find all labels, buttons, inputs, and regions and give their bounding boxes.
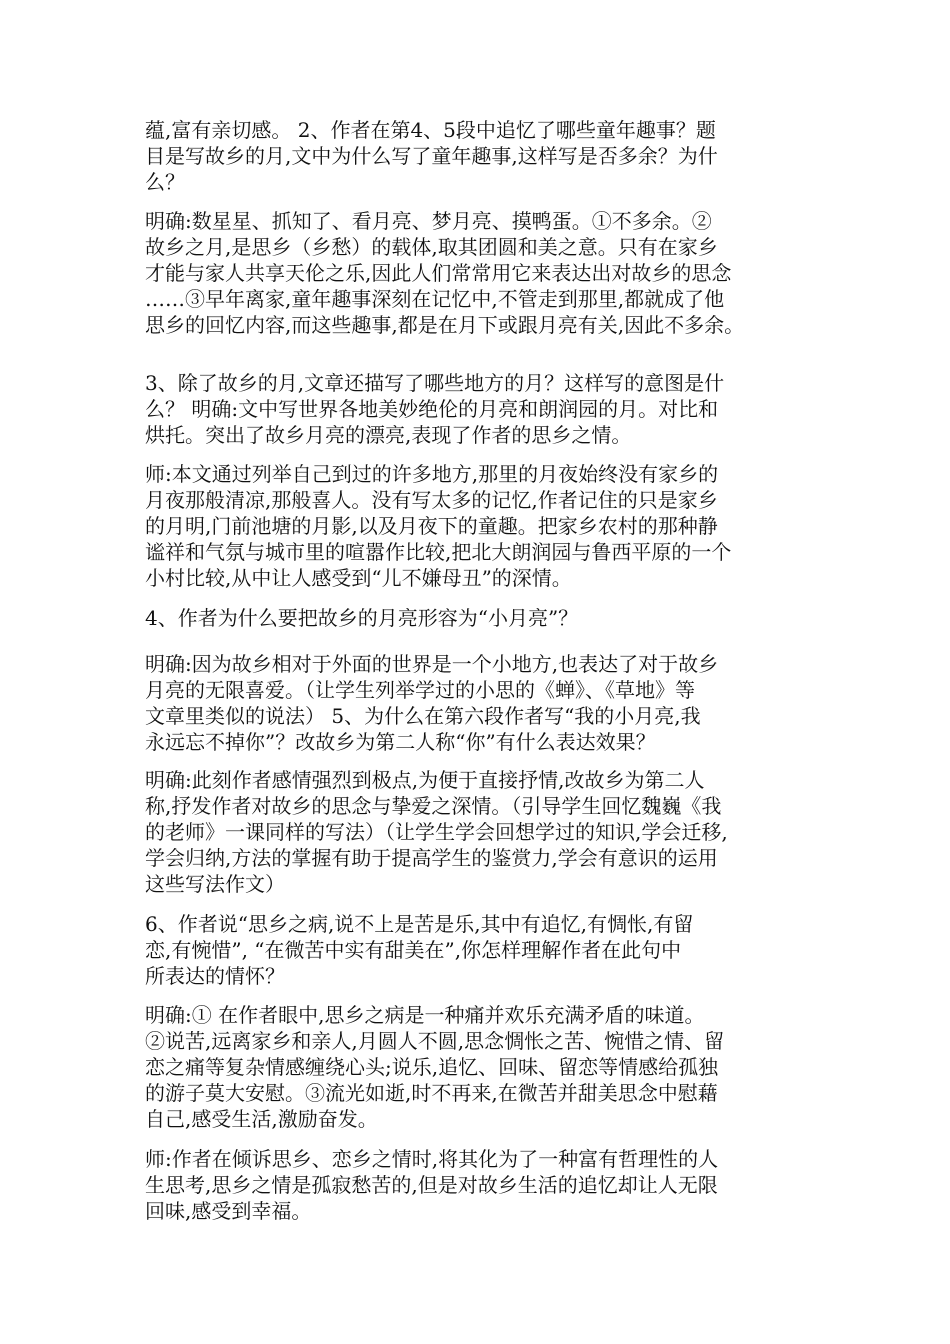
paragraph-answer-4 bbox=[145, 651, 825, 755]
paragraph-teacher-note-1 bbox=[145, 461, 825, 591]
text-line: 么？ 明确:文中写世界各地美妙绝伦的月亮和朗润园的月。对比和 bbox=[145, 397, 719, 421]
paragraph-answer-5 bbox=[145, 767, 825, 897]
text-line: 明确:因为故乡相对于外面的世界是一个小地方,也表达了对于故乡 bbox=[145, 652, 719, 676]
text-line: 的老师》一课同样的写法）（让学生学会回想学过的知识,学会迁移, bbox=[145, 820, 728, 844]
paragraph-question-4 bbox=[145, 605, 825, 631]
text-line: 4、作者为什么要把故乡的月亮形容为“小月亮”？ bbox=[145, 606, 579, 630]
text-line: 永远忘不掉你”？改故乡为第二人称“你”有什么表达效果？ bbox=[145, 730, 656, 754]
text-line: 思乡的回忆内容,而这些趣事,都是在月下或跟月亮有关,因此不多余。 bbox=[145, 313, 745, 337]
text-line: 蕴,富有亲切感。 2、作者在第4、5段中追忆了哪些童年趣事？题 bbox=[145, 118, 716, 142]
text-line: 明确:数星星、抓知了、看月亮、梦月亮、摸鸭蛋。①不多余。② bbox=[145, 209, 712, 233]
text-line: 的月明,门前池塘的月影,以及月夜下的童趣。把家乡农村的那种静 bbox=[145, 514, 718, 538]
paragraph-answer-6 bbox=[145, 1002, 825, 1132]
text-line: 才能与家人共享天伦之乐,因此人们常常用它来表达出对故乡的思念 bbox=[145, 261, 732, 285]
text-line: 生思考,思乡之情是孤寂愁苦的,但是对故乡生活的追忆却让人无限 bbox=[145, 1173, 718, 1197]
text-line: 明确:① 在作者眼中,思乡之病是一种痛并欢乐充满矛盾的味道。 bbox=[145, 1003, 705, 1027]
text-line: 文章里类似的说法） 5、为什么在第六段作者写“我的小月亮,我 bbox=[145, 704, 701, 728]
text-line: 么？ bbox=[145, 170, 185, 194]
text-line: 目是写故乡的月,文中为什么写了童年趣事,这样写是否多余？为什 bbox=[145, 144, 718, 168]
text-line: 自己,感受生活,激励奋发。 bbox=[145, 1107, 378, 1131]
text-line: 明确:此刻作者感情强烈到极点,为便于直接抒情,改故乡为第二人 bbox=[145, 768, 705, 792]
text-line: 小村比较,从中让人感受到“儿不嫌母丑”的深情。 bbox=[145, 566, 572, 590]
paragraph-question-2 bbox=[145, 117, 825, 195]
text-line: 故乡之月,是思乡（乡愁）的载体,取其团圆和美之意。只有在家乡 bbox=[145, 235, 718, 259]
text-line: 6、作者说“思乡之病,说不上是苦是乐,其中有追忆,有惆怅,有留 bbox=[145, 912, 694, 936]
text-line: 回味,感受到幸福。 bbox=[145, 1199, 312, 1223]
paragraph-answer-2 bbox=[145, 208, 825, 338]
text-line: 月亮的无限喜爱。（让学生列举学过的小思的《蝉》、《草地》等 bbox=[145, 678, 695, 702]
paragraph-teacher-note-2 bbox=[145, 1146, 825, 1224]
text-line: 师:作者在倾诉思乡、恋乡之情时,将其化为了一种富有哲理性的人 bbox=[145, 1147, 719, 1171]
text-line: 恋之痛等复杂情感缠绕心头;说乐,追忆、回味、留恋等情感给孤独 bbox=[145, 1055, 719, 1079]
text-line: 这些写法作文） bbox=[145, 872, 285, 896]
text-line: 烘托。突出了故乡月亮的漂亮,表现了作者的思乡之情。 bbox=[145, 423, 632, 447]
text-line: 的游子莫大安慰。③流光如逝,时不再来,在微苦并甜美思念中慰藉 bbox=[145, 1081, 718, 1105]
text-line: 称,抒发作者对故乡的思念与挚爱之深情。（引导学生回忆魏巍《我 bbox=[145, 794, 722, 818]
text-line: 学会归纳,方法的掌握有助于提高学生的鉴赏力,学会有意识的运用 bbox=[145, 846, 718, 870]
paragraph-question-3 bbox=[145, 370, 825, 448]
text-line: 3、除了故乡的月,文章还描写了哪些地方的月？这样写的意图是什 bbox=[145, 371, 725, 395]
paragraph-question-6 bbox=[145, 911, 825, 989]
text-line: ②说苦,远离家乡和亲人,月圆人不圆,思念惆怅之苦、惋惜之情、留 bbox=[145, 1029, 725, 1053]
text-line: 师:本文通过列举自己到过的许多地方,那里的月夜始终没有家乡的 bbox=[145, 462, 719, 486]
text-line: 谧祥和气氛与城市里的喧嚣作比较,把北大朗润园与鲁西平原的一个 bbox=[145, 540, 732, 564]
text-line: 月夜那般清凉,那般喜人。没有写太多的记忆,作者记住的只是家乡 bbox=[145, 488, 718, 512]
text-line: ……③早年离家,童年趣事深刻在记忆中,不管走到那里,都就成了他 bbox=[145, 287, 725, 311]
text-line: 恋,有惋惜”, “在微苦中实有甜美在”,你怎样理解作者在此句中 bbox=[145, 938, 682, 962]
text-line: 所表达的情怀？ bbox=[145, 964, 285, 988]
